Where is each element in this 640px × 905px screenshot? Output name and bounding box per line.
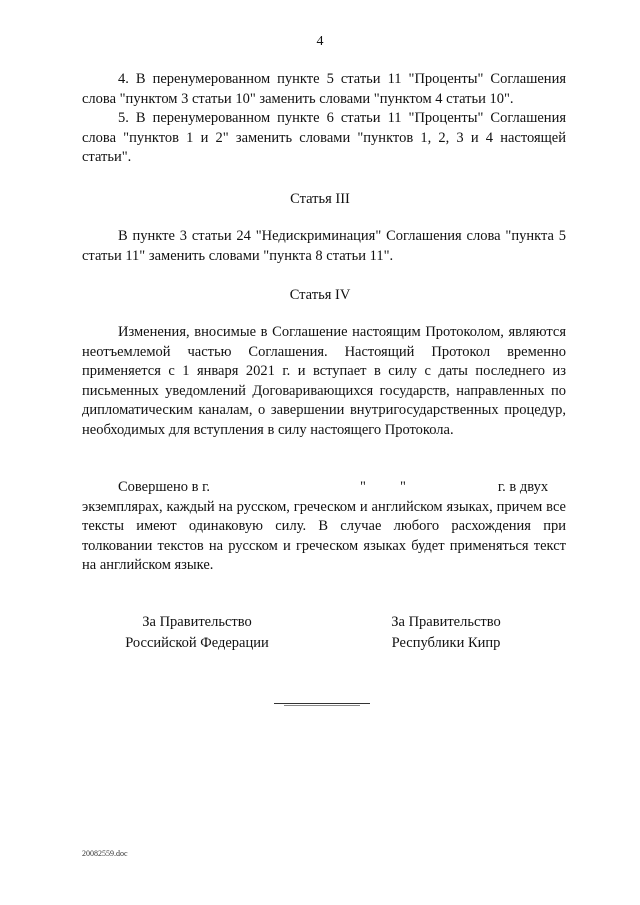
- footer-filename: 20082559.doc: [82, 849, 128, 858]
- end-divider-line: [274, 703, 370, 704]
- paragraph-item-5: 5. В перенумерованном пункте 6 статьи 11 "Проценты" Соглашения слова "пунктов 1 и 2" заменить словами "пунктов 1, 2, 3 и 4 настоящей статьи".: [82, 110, 566, 165]
- article-3-body: [82, 227, 566, 266]
- article-3-heading: Статья III: [290, 191, 350, 207]
- signature-right-line-2: Республики Кипр: [391, 635, 501, 651]
- article-3-text: В пункте 3 статьи 24 "Недискриминация" Соглашения слова "пункта 5 статьи 11" заменить словами "пункта 8 статьи 11".: [82, 228, 566, 264]
- page-number: 4: [316, 34, 324, 49]
- done-at-paragraph: [82, 478, 566, 576]
- done-at-year-text: г. в двух: [497, 479, 549, 495]
- signature-right-line-1: За Правительство: [391, 614, 501, 630]
- signature-block-russia: [112, 612, 282, 654]
- date-quote-close: ": [399, 479, 406, 495]
- signature-left-line-2: Российской Федерации: [125, 635, 269, 651]
- paragraph-item-4: 4. В перенумерованном пункте 5 статьи 11 "Проценты" Соглашения слова "пунктом 3 статьи 10" заменить словами "пунктом 4 статьи 10".: [82, 71, 566, 107]
- article-4-body: [82, 323, 566, 440]
- done-at-first-line: [82, 478, 566, 498]
- done-at-rest: экземплярах, каждый на русском, греческом и английском языках, причем все тексты имеют одинаковую силу. В случае любого расхождения при толковании текстов на русском и греческом языках будет применяться текст на английском языке.: [82, 498, 566, 573]
- signature-block-cyprus: [376, 612, 516, 654]
- signature-left-line-1: За Правительство: [142, 614, 252, 630]
- article-4-heading: Статья IV: [289, 287, 351, 303]
- done-at-text: Совершено в г.: [118, 479, 211, 495]
- date-quote-open: ": [360, 479, 366, 495]
- end-divider-underline: [284, 705, 360, 706]
- amendment-paragraphs: [82, 70, 566, 168]
- article-4-text: Изменения, вносимые в Соглашение настоящим Протоколом, являются неотъемлемой частью Соглашения. Настоящий Протокол временно применяется с 1 января 2021 г. и вступает в силу с даты последнего из письменных уведомлений Договаривающихся государств, направленных по дипломатическим каналам, о завершении внутригосударственных процедур, необходимых для вступления в силу настоящего Протокола.: [82, 324, 566, 438]
